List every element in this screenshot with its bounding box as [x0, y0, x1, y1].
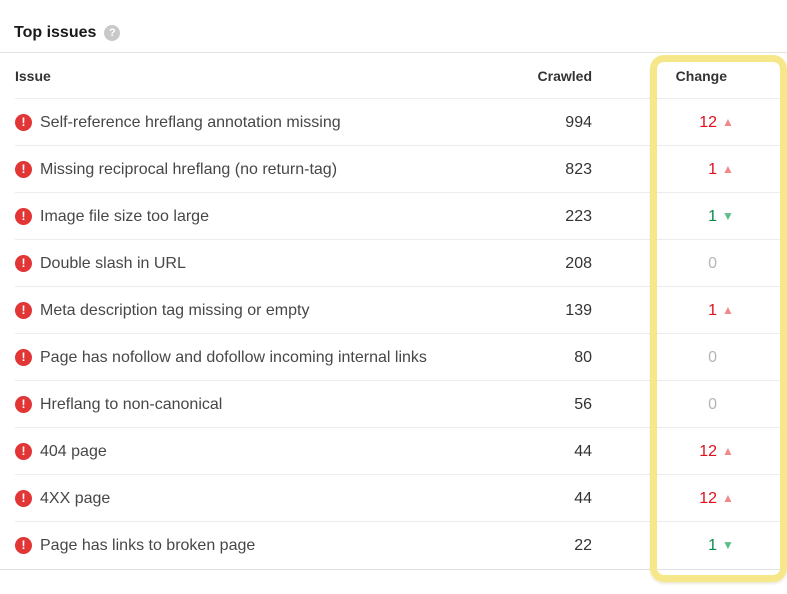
table-header-row [0, 53, 787, 99]
table-row[interactable] [0, 475, 787, 522]
table-row[interactable] [0, 522, 787, 569]
error-warning-icon: ! [15, 537, 32, 554]
crawled-value[interactable]: 223 [565, 207, 592, 225]
change-value: 12 [699, 489, 717, 507]
change-direction-icon: ▼ [722, 208, 734, 223]
change-cell[interactable] [648, 302, 787, 320]
issue-cell [0, 535, 482, 556]
crawled-value[interactable]: 823 [565, 160, 592, 178]
issue-label[interactable]: Page has nofollow and dofollow incoming internal links [40, 349, 427, 366]
crawled-value[interactable]: 22 [574, 536, 592, 554]
change-direction-icon: ▲ [722, 302, 734, 317]
change-direction-icon: ▲ [722, 490, 734, 505]
error-warning-icon: ! [15, 396, 32, 413]
crawled-value[interactable]: 80 [574, 348, 592, 366]
issue-cell [0, 206, 482, 227]
crawled-value[interactable]: 208 [565, 254, 592, 272]
change-value: 1 [708, 301, 717, 319]
issue-label[interactable]: Meta description tag missing or empty [40, 302, 310, 319]
change-value: 0 [708, 395, 717, 413]
table-row[interactable] [0, 146, 787, 193]
error-warning-icon: ! [15, 490, 32, 507]
change-value: 0 [708, 348, 717, 366]
issue-cell [0, 112, 482, 133]
issue-cell [0, 253, 482, 274]
change-value: 1 [708, 160, 717, 178]
crawled-value[interactable]: 139 [565, 301, 592, 319]
table-row[interactable] [0, 334, 787, 381]
table-row[interactable] [0, 193, 787, 240]
issue-label[interactable]: 404 page [40, 443, 107, 460]
issue-cell [0, 300, 482, 321]
change-direction-icon: ▲ [722, 443, 734, 458]
change-cell[interactable] [648, 349, 787, 367]
issue-label[interactable]: Missing reciprocal hreflang (no return-tag) [40, 161, 338, 178]
change-direction-icon: ▲ [722, 114, 734, 129]
table-row[interactable] [0, 287, 787, 334]
column-header-crawled: Crawled [537, 68, 592, 84]
change-direction-icon: ▲ [722, 161, 734, 176]
error-warning-icon: ! [15, 114, 32, 131]
issue-label[interactable]: Hreflang to non-canonical [40, 396, 223, 413]
issue-label[interactable]: Double slash in URL [40, 255, 186, 272]
table-row[interactable] [0, 240, 787, 287]
change-cell[interactable] [648, 114, 787, 132]
top-issues-table [0, 52, 787, 570]
change-direction-icon: ▼ [722, 537, 734, 552]
error-warning-icon: ! [15, 302, 32, 319]
help-icon[interactable]: ? [104, 25, 120, 41]
error-warning-icon: ! [15, 208, 32, 225]
page-title: Top issues [14, 23, 97, 41]
change-cell[interactable] [648, 537, 787, 555]
issue-cell [0, 159, 482, 180]
error-warning-icon: ! [15, 161, 32, 178]
issue-cell [0, 488, 482, 509]
change-cell[interactable] [648, 161, 787, 179]
widget-header [0, 0, 787, 52]
crawled-value[interactable]: 44 [574, 489, 592, 507]
change-cell[interactable] [648, 396, 787, 414]
issue-cell [0, 441, 482, 462]
change-cell[interactable] [648, 208, 787, 226]
error-warning-icon: ! [15, 443, 32, 460]
change-cell[interactable] [648, 443, 787, 461]
change-value: 12 [699, 442, 717, 460]
column-header-change: Change [675, 68, 727, 84]
change-value: 12 [699, 113, 717, 131]
table-row[interactable] [0, 381, 787, 428]
error-warning-icon: ! [15, 255, 32, 272]
crawled-value[interactable]: 56 [574, 395, 592, 413]
issue-label[interactable]: Self-reference hreflang annotation missing [40, 114, 341, 131]
table-body [0, 99, 787, 569]
issue-cell [0, 394, 482, 415]
crawled-value[interactable]: 994 [565, 113, 592, 131]
crawled-value[interactable]: 44 [574, 442, 592, 460]
error-warning-icon: ! [15, 349, 32, 366]
change-value: 0 [708, 254, 717, 272]
issue-label[interactable]: Page has links to broken page [40, 537, 256, 554]
table-row[interactable] [0, 99, 787, 146]
issue-label[interactable]: Image file size too large [40, 208, 209, 225]
change-cell[interactable] [648, 490, 787, 508]
column-header-issue: Issue [15, 68, 51, 84]
issue-label[interactable]: 4XX page [40, 490, 111, 507]
change-cell[interactable] [648, 255, 787, 273]
issue-cell [0, 347, 482, 368]
change-value: 1 [708, 207, 717, 225]
change-value: 1 [708, 536, 717, 554]
table-row[interactable] [0, 428, 787, 475]
